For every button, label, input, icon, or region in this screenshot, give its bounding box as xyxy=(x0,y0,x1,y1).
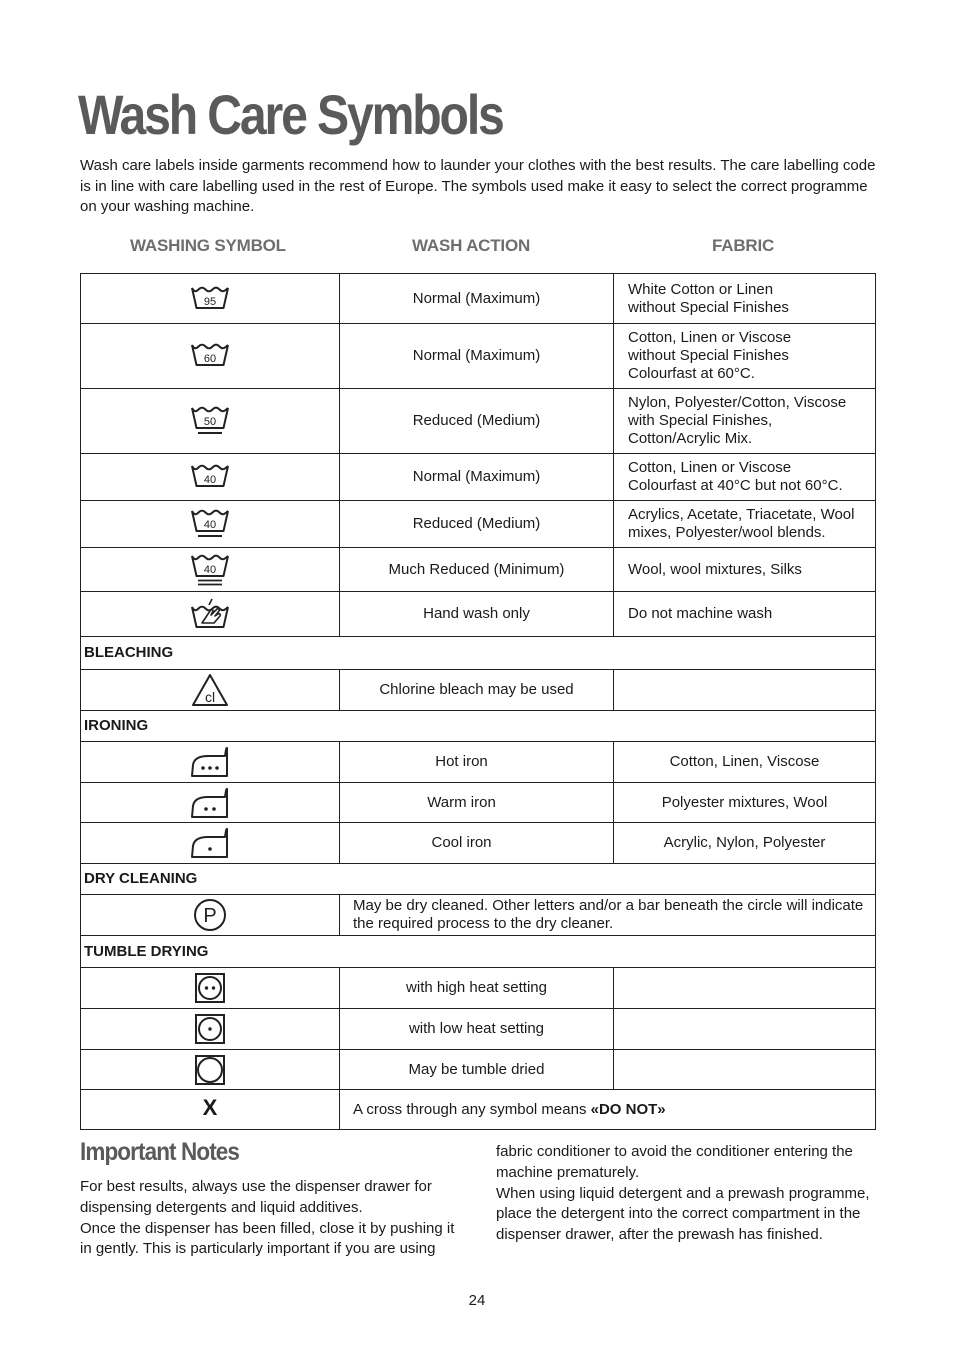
section-heading-dry-cleaning: DRY CLEANING xyxy=(81,864,876,895)
page-number: 24 xyxy=(468,1292,486,1309)
table-row xyxy=(81,389,876,454)
iron-cool-icon xyxy=(189,826,231,860)
cross-text-cell xyxy=(340,1090,876,1130)
wash-symbol-cell xyxy=(81,324,340,389)
fabric-cell: Acrylic, Nylon, Polyester xyxy=(614,823,876,864)
table-row xyxy=(81,324,876,389)
dry-clean-p-icon xyxy=(192,897,228,933)
wash-symbol-cell xyxy=(81,274,340,324)
wash-action-cell: Normal (Maximum) xyxy=(340,274,614,324)
wash-symbol-cell xyxy=(81,592,340,637)
column-header-symbol: WASHING SYMBOL xyxy=(130,236,286,255)
table-row xyxy=(81,968,876,1009)
fabric-cell: Cotton, Linen or Viscose without Special Finishes Colourfast at 60°C. xyxy=(614,324,876,389)
svg-text:cl: cl xyxy=(204,689,216,705)
dry-clean-text-cell: May be dry cleaned. Other letters and/or a bar beneath the circle will indicate the required process to the dry cleaner. xyxy=(340,895,876,936)
notes-paragraph: fabric conditioner to avoid the conditioner entering the machine prematurely. xyxy=(496,1143,853,1181)
tumble-action-cell: May be tumble dried xyxy=(340,1050,614,1090)
section-row-dry-cleaning xyxy=(81,864,876,895)
svg-text:50: 50 xyxy=(203,416,217,428)
tumble-dry-high-icon xyxy=(194,972,226,1004)
cross-icon: X xyxy=(202,1095,218,1120)
fabric-cell: Acrylics, Acetate, Triacetate, Wool mixes, Polyester/wool blends. xyxy=(614,501,876,548)
tumble-dry-icon xyxy=(194,1054,226,1086)
column-header-fabric: FABRIC xyxy=(712,236,775,255)
iron-symbol-cell xyxy=(81,823,340,864)
wash-symbol-cell xyxy=(81,548,340,592)
empty-cell xyxy=(614,968,876,1009)
section-row-bleaching xyxy=(81,637,876,670)
tumble-symbol-cell xyxy=(81,968,340,1009)
table-row xyxy=(81,1090,876,1130)
fabric-cell: Cotton, Linen or Viscose Colourfast at 40°C but not 60°C. xyxy=(614,454,876,501)
empty-cell xyxy=(614,1050,876,1090)
washtub-60-icon xyxy=(189,341,231,371)
cross-symbol-cell xyxy=(81,1090,340,1130)
bleach-action-cell: Chlorine bleach may be used xyxy=(340,670,614,711)
wash-symbol-cell xyxy=(81,501,340,548)
iron-action-cell: Hot iron xyxy=(340,742,614,783)
notes-paragraph: When using liquid detergent and a prewash programme, place the detergent into the correct compartment in the dispenser drawer, after the prewash has finished. xyxy=(496,1184,870,1244)
iron-action-cell: Cool iron xyxy=(340,823,614,864)
dry-clean-symbol-cell xyxy=(81,895,340,936)
fabric-cell: Cotton, Linen, Viscose xyxy=(614,742,876,783)
fabric-cell: Nylon, Polyester/Cotton, Viscose with Special Finishes, Cotton/Acrylic Mix. xyxy=(614,389,876,454)
wash-action-cell: Reduced (Medium) xyxy=(340,501,614,548)
notes-paragraph: Once the dispenser has been filled, close it by pushing it in gently. This is particularly important if you are using xyxy=(80,1219,455,1258)
wash-action-cell: Normal (Maximum) xyxy=(340,324,614,389)
tumble-symbol-cell xyxy=(81,1009,340,1050)
tumble-action-cell: with high heat setting xyxy=(340,968,614,1009)
table-row xyxy=(81,742,876,783)
notes-right-column xyxy=(496,1142,881,1246)
table-row xyxy=(81,783,876,823)
washtub-50-bar-icon xyxy=(189,404,231,438)
table-row xyxy=(81,501,876,548)
wash-action-cell: Hand wash only xyxy=(340,592,614,637)
table-row xyxy=(81,1050,876,1090)
tumble-dry-low-icon xyxy=(194,1013,226,1045)
section-row-tumble-drying xyxy=(81,936,876,968)
section-heading-bleaching: BLEACHING xyxy=(81,637,876,670)
fabric-cell: Wool, wool mixtures, Silks xyxy=(614,548,876,592)
svg-text:60: 60 xyxy=(203,353,217,365)
empty-cell xyxy=(614,1009,876,1050)
fabric-cell: White Cotton or Linen without Special Finishes xyxy=(614,274,876,324)
wash-symbol-cell xyxy=(81,454,340,501)
notes-left-column xyxy=(80,1177,465,1260)
table-row xyxy=(81,454,876,501)
table-row xyxy=(81,823,876,864)
table-row xyxy=(81,895,876,936)
table-row xyxy=(81,592,876,637)
iron-warm-icon xyxy=(189,786,231,820)
notes-title: Important Notes xyxy=(80,1138,240,1166)
bleach-symbol-cell xyxy=(81,670,340,711)
tumble-symbol-cell xyxy=(81,1050,340,1090)
page-title: Wash Care Symbols xyxy=(78,83,503,146)
svg-text:P: P xyxy=(203,905,217,927)
bleach-triangle-icon xyxy=(190,672,230,708)
hand-wash-icon xyxy=(189,597,231,631)
section-heading-tumble-drying: TUMBLE DRYING xyxy=(81,936,876,968)
washtub-95-icon xyxy=(189,284,231,314)
washtub-40-icon xyxy=(189,462,231,492)
care-symbols-table xyxy=(80,273,876,1130)
washtub-40-bar-icon xyxy=(189,507,231,541)
svg-text:40: 40 xyxy=(203,563,217,576)
table-row xyxy=(81,670,876,711)
table-row xyxy=(81,1009,876,1050)
section-heading-ironing: IRONING xyxy=(81,711,876,742)
iron-symbol-cell xyxy=(81,783,340,823)
washtub-40-double-bar-icon xyxy=(189,552,231,588)
wash-action-cell: Normal (Maximum) xyxy=(340,454,614,501)
table-row xyxy=(81,274,876,324)
iron-action-cell: Warm iron xyxy=(340,783,614,823)
empty-cell xyxy=(614,670,876,711)
iron-hot-icon xyxy=(189,745,231,779)
intro-paragraph: Wash care labels inside garments recommend how to launder your clothes with the best results. The care labelling code is in line with care labelling used in the rest of Europe. The symbols used make it easy to select the correct programme on your washing machine. xyxy=(80,157,876,215)
cross-emphasis: «DO NOT» xyxy=(590,1100,666,1118)
wash-action-cell: Reduced (Medium) xyxy=(340,389,614,454)
fabric-cell: Polyester mixtures, Wool xyxy=(614,783,876,823)
cross-text: A cross through any symbol means xyxy=(353,1100,591,1118)
wash-symbol-cell xyxy=(81,389,340,454)
table-row xyxy=(81,548,876,592)
fabric-cell: Do not machine wash xyxy=(614,592,876,637)
iron-symbol-cell xyxy=(81,742,340,783)
section-row-ironing xyxy=(81,711,876,742)
wash-action-cell: Much Reduced (Minimum) xyxy=(340,548,614,592)
column-header-action: WASH ACTION xyxy=(412,236,531,255)
svg-text:95: 95 xyxy=(203,295,217,308)
svg-text:40: 40 xyxy=(203,519,217,531)
notes-paragraph: For best results, always use the dispenser drawer for dispensing detergents and liquid additives. xyxy=(80,1178,432,1216)
tumble-action-cell: with low heat setting xyxy=(340,1009,614,1050)
svg-text:40: 40 xyxy=(203,474,217,486)
